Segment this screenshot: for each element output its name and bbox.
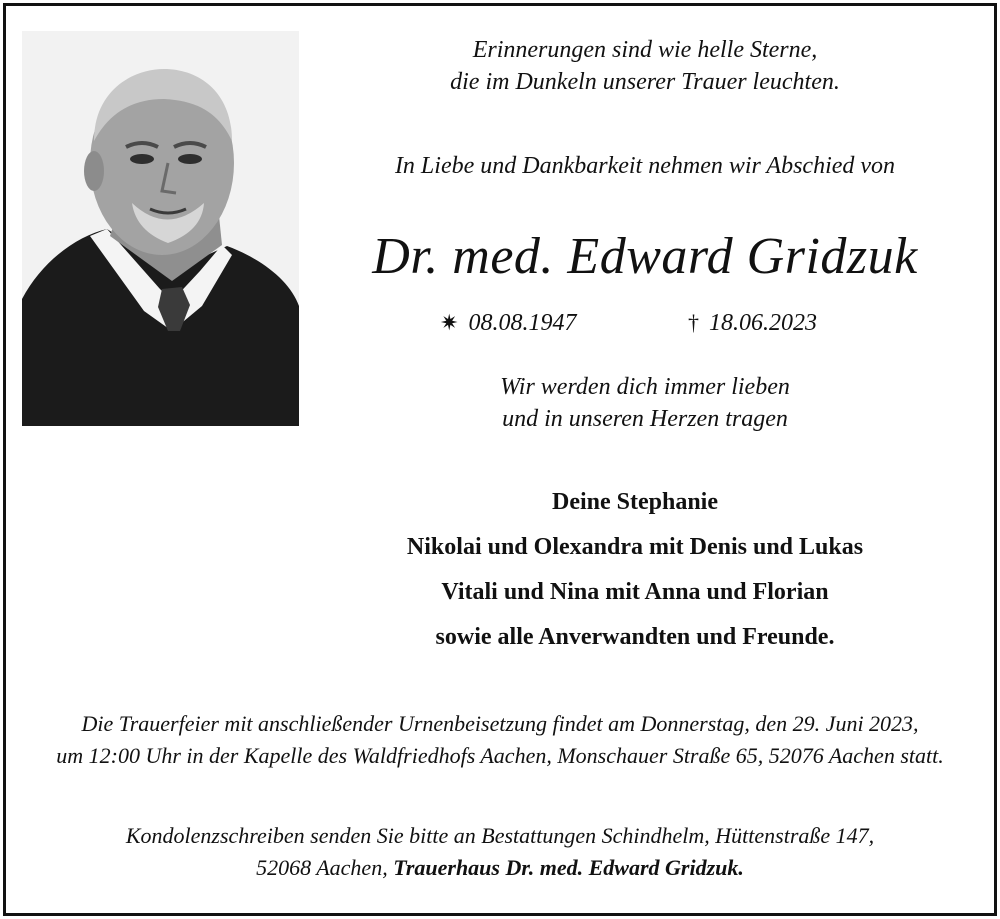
condolence-line-1: Kondolenzschreiben senden Sie bitte an Bestattungen Schindhelm, Hüttenstraße 147, xyxy=(125,823,875,848)
death-date-value: 18.06.2023 xyxy=(709,310,817,336)
memorial-quote xyxy=(330,34,960,98)
death-date xyxy=(688,306,817,340)
funeral-service-info xyxy=(10,708,990,772)
love-line-2: und in unseren Herzen tragen xyxy=(502,406,788,432)
quote-line-2: die im Dunkeln unserer Trauer leuchten. xyxy=(450,69,840,95)
portrait-photo xyxy=(22,31,299,426)
mourners-list xyxy=(320,480,950,660)
service-line-2: um 12:00 Uhr in der Kapelle des Waldfriedhofs Aachen, Monschauer Straße 65, 52076 Aachen statt. xyxy=(56,743,944,768)
service-line-1: Die Trauerfeier mit anschließender Urnenbeisetzung findet am Donnerstag, den 29. Juni 2023, xyxy=(81,711,919,736)
death-cross-icon: † xyxy=(688,310,699,335)
condolence-line-2 xyxy=(10,852,990,884)
deceased-name: Dr. med. Edward Gridzuk xyxy=(372,228,918,285)
mourner-line: Nikolai und Olexandra mit Denis und Lukas xyxy=(406,534,864,560)
quote-line-1: Erinnerungen sind wie helle Sterne, xyxy=(472,37,818,63)
condolence-address: 52068 Aachen, xyxy=(256,855,394,880)
condolence-house: Trauerhaus Dr. med. Edward Gridzuk. xyxy=(393,855,744,880)
birth-date xyxy=(440,306,576,340)
mourner-line: Deine Stephanie xyxy=(551,489,718,515)
mourner-line: sowie alle Anverwandten und Freunde. xyxy=(435,624,835,650)
birth-date-value: 08.08.1947 xyxy=(468,310,577,336)
love-line-1: Wir werden dich immer lieben xyxy=(500,374,790,400)
condolence-info xyxy=(10,820,990,884)
mourner-line: Vitali und Nina mit Anna und Florian xyxy=(441,579,829,605)
love-verse xyxy=(330,371,960,435)
farewell-intro: In Liebe und Dankbarkeit nehmen wir Abschied von xyxy=(394,153,896,179)
birth-star-icon: ✷ xyxy=(440,310,459,335)
